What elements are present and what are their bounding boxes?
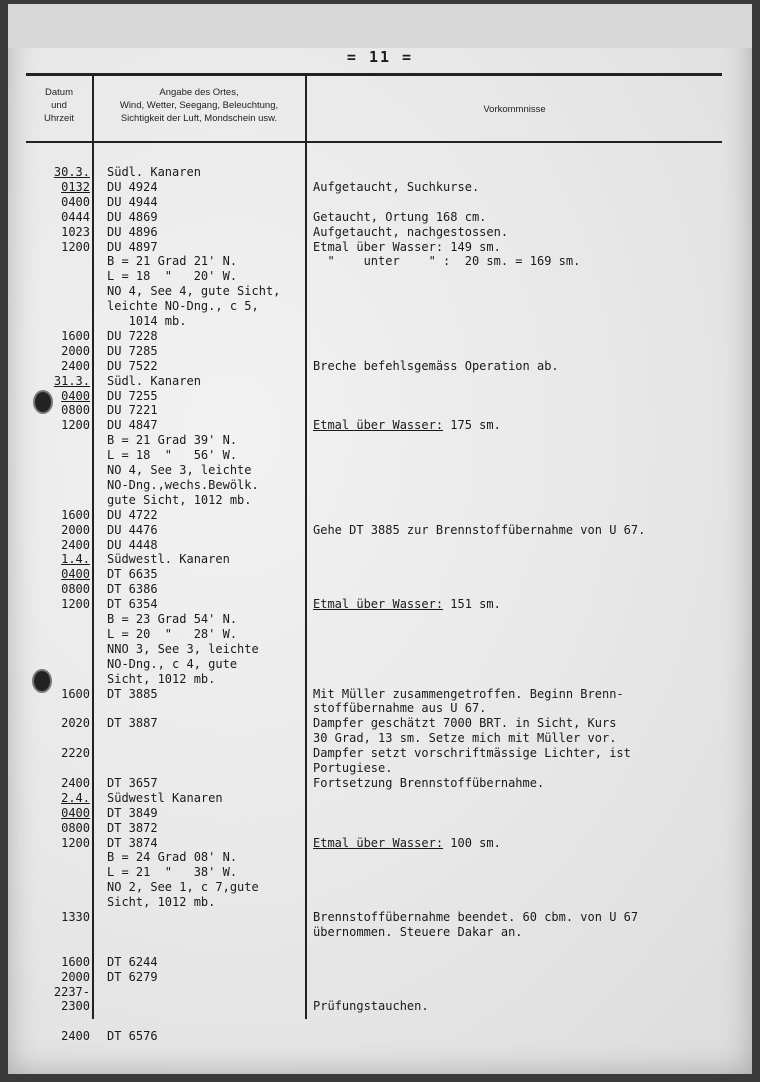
log-row [0, 344, 760, 359]
log-event: Dampfer geschätzt 7000 BRT. in Sicht, Kurs [313, 716, 617, 731]
log-time: 1200 [61, 239, 90, 254]
header-top-rule [26, 73, 722, 76]
log-row [0, 195, 760, 210]
header-datum-line-1: Datum [45, 87, 73, 98]
log-time: 2000 [61, 343, 90, 358]
log-time: 1200 [61, 418, 90, 433]
log-event: Gehe DT 3885 zur Brennstoffübernahme von U 67. [313, 522, 646, 537]
log-row [0, 225, 760, 240]
log-time: 1600 [61, 328, 90, 343]
log-row [0, 940, 760, 955]
log-location: B = 23 Grad 54' N. [107, 612, 238, 626]
etmal-value: 151 sm. [443, 597, 501, 612]
log-location: DU 4722 [107, 507, 158, 522]
log-time: 1330 [61, 910, 90, 924]
log-location: Sicht, 1012 mb. [107, 671, 216, 686]
log-event [313, 418, 501, 433]
log-time: 0400 [61, 805, 90, 820]
log-row [0, 731, 760, 746]
log-row [0, 284, 760, 299]
log-location: DU 4896 [107, 224, 158, 239]
log-event: Prüfungstauchen. [313, 999, 429, 1014]
log-location: 1014 mb. [107, 314, 187, 328]
log-time: 2400 [61, 358, 90, 373]
log-time: 2.4. [61, 790, 90, 805]
log-time: 0400 [61, 567, 90, 582]
etmal-label: Etmal über Wasser: [313, 418, 444, 433]
log-row [0, 433, 760, 448]
log-time: 0132 [61, 179, 90, 194]
log-row [0, 806, 760, 821]
log-row [0, 716, 760, 731]
log-row [0, 865, 760, 880]
header-datum-line-3: Uhrzeit [43, 113, 75, 124]
log-time: 0800 [61, 820, 90, 835]
log-row [0, 180, 760, 195]
log-event: Portugiese. [313, 761, 393, 775]
log-location: DT 6244 [107, 954, 158, 969]
log-event [313, 597, 501, 612]
log-row [0, 821, 760, 836]
log-location: NO 2, See 1, c 7,gute [107, 880, 259, 895]
etmal-label: Etmal über Wasser: [313, 597, 444, 612]
log-row [0, 836, 760, 851]
log-location: DU 4476 [107, 522, 158, 537]
log-location: DU 7285 [107, 343, 158, 358]
log-time: 1600 [61, 507, 90, 522]
log-time: 0444 [61, 209, 90, 224]
log-row [0, 240, 760, 255]
log-row [0, 254, 760, 269]
log-row [0, 463, 760, 478]
log-row [0, 523, 760, 538]
header-bottom-rule [26, 141, 722, 143]
log-row [0, 567, 760, 582]
log-row [0, 299, 760, 314]
log-event: Mit Müller zusammengetroffen. Beginn Brenn- [313, 686, 624, 701]
header-datum [28, 86, 90, 125]
log-event: Dampfer setzt vorschriftmässige Lichter, ist [313, 746, 631, 761]
log-row [0, 418, 760, 433]
log-row [0, 269, 760, 284]
log-location: leichte NO-Dng., c 5, [107, 299, 259, 314]
log-row [0, 508, 760, 523]
log-location: B = 21 Grad 21' N. [107, 254, 238, 269]
log-row [0, 791, 760, 806]
log-time: 2400 [61, 537, 90, 552]
log-time: 31.3. [53, 373, 90, 388]
log-location: DT 3885 [107, 686, 158, 701]
log-row [0, 776, 760, 791]
log-time: 1600 [61, 954, 90, 969]
log-row [0, 880, 760, 895]
log-location: L = 21 " 38' W. [107, 865, 238, 880]
log-location: L = 18 " 20' W. [107, 269, 238, 284]
log-row [0, 538, 760, 553]
log-event: " unter " : 20 sm. = 169 sm. [313, 254, 581, 269]
page-number: = 11 = [346, 48, 414, 66]
log-location: DT 3872 [107, 820, 158, 835]
log-row [0, 970, 760, 985]
log-event: stoffübernahme aus U 67. [313, 701, 487, 716]
log-location: NNO 3, See 3, leichte [107, 641, 259, 656]
log-event: Getaucht, Ortung 168 cm. [313, 209, 487, 224]
log-location: NO 4, See 4, gute Sicht, [107, 284, 281, 299]
log-row [0, 552, 760, 567]
etmal-value: 100 sm. [443, 835, 501, 850]
log-time: 2300 [61, 999, 90, 1014]
log-event: Fortsetzung Brennstoffübernahme. [313, 775, 545, 790]
log-row [0, 389, 760, 404]
log-location: NO-Dng., c 4, gute [107, 656, 238, 671]
log-row [0, 701, 760, 716]
log-time: 1023 [61, 224, 90, 239]
log-row [0, 612, 760, 627]
log-time: 1200 [61, 597, 90, 612]
log-row [0, 642, 760, 657]
log-row [0, 672, 760, 687]
log-location: DT 6279 [107, 969, 158, 984]
log-location: B = 24 Grad 08' N. [107, 850, 238, 865]
log-row [0, 314, 760, 329]
log-location: DU 4897 [107, 239, 158, 254]
log-time: 1200 [61, 835, 90, 850]
log-row [0, 582, 760, 597]
log-location: DU 4924 [107, 179, 158, 194]
log-location: B = 21 Grad 39' N. [107, 433, 238, 448]
log-row [0, 925, 760, 940]
log-time: 1600 [61, 686, 90, 701]
log-location: DT 6354 [107, 597, 158, 612]
log-row [0, 895, 760, 910]
log-event: übernommen. Steuere Dakar an. [313, 924, 523, 939]
log-row [0, 597, 760, 612]
log-time: 0400 [61, 194, 90, 209]
log-location: DU 7255 [107, 388, 158, 403]
log-row [0, 403, 760, 418]
log-location: DT 3887 [107, 716, 158, 731]
log-location: DT 3657 [107, 775, 158, 790]
etmal-value: 175 sm. [443, 418, 501, 433]
log-time: 0800 [61, 582, 90, 597]
log-location: gute Sicht, 1012 mb. [107, 492, 252, 507]
log-location: Sicht, 1012 mb. [107, 895, 216, 910]
log-location: DT 6635 [107, 567, 158, 582]
log-event: 30 Grad, 13 sm. Setze mich mit Müller vor. [313, 731, 617, 746]
log-event: Brennstoffübernahme beendet. 60 cbm. von U 67 [313, 910, 639, 924]
etmal-label: Etmal über Wasser: [313, 835, 444, 850]
log-location: DT 3874 [107, 835, 158, 850]
log-row [0, 627, 760, 642]
log-row [0, 374, 760, 389]
log-location: DU 4448 [107, 537, 158, 552]
log-row [0, 687, 760, 702]
log-row [0, 761, 760, 776]
log-event: Aufgetaucht, nachgestossen. [313, 224, 509, 239]
log-location: NO 4, See 3, leichte [107, 463, 252, 477]
log-location: DU 7522 [107, 358, 158, 373]
log-time: 2400 [61, 1029, 90, 1044]
log-location: Südl. Kanaren [107, 165, 201, 179]
log-event: Breche befehlsgemäss Operation ab. [313, 358, 559, 373]
log-row [0, 985, 760, 1000]
log-location: NO-Dng.,wechs.Bewölk. [107, 477, 259, 492]
log-location: DT 3849 [107, 805, 158, 820]
log-event [313, 836, 501, 851]
header-ort-line-3: Sichtigkeit der Luft, Mondschein usw. [120, 113, 278, 124]
log-time: 0400 [61, 388, 90, 403]
log-time: 2220 [61, 746, 90, 761]
log-location: L = 18 " 56' W. [107, 448, 238, 463]
log-location: L = 20 " 28' W. [107, 626, 238, 641]
log-time: 2400 [61, 775, 90, 790]
header-ort-line-2: Wind, Wetter, Seegang, Beleuchtung, [119, 100, 279, 111]
log-row [0, 955, 760, 970]
log-time: 0800 [61, 403, 90, 418]
log-location: DU 4847 [107, 418, 158, 433]
log-location: DU 4869 [107, 209, 158, 224]
log-location: DT 6386 [107, 582, 158, 597]
log-row [0, 329, 760, 344]
log-row [0, 359, 760, 374]
log-time: 2020 [61, 716, 90, 731]
log-row [0, 165, 760, 180]
log-row [0, 657, 760, 672]
log-event: Aufgetaucht, Suchkurse. [313, 179, 480, 194]
log-time: 2000 [61, 522, 90, 537]
log-row [0, 210, 760, 225]
log-time: 1.4. [61, 552, 90, 567]
log-time: 2000 [61, 969, 90, 984]
header-ort-line-1: Angabe des Ortes, [159, 87, 239, 98]
header-datum-line-2: und [51, 100, 67, 111]
log-row [0, 850, 760, 865]
log-row [0, 448, 760, 463]
top-strip [8, 4, 752, 48]
log-time: 30.3. [53, 165, 90, 179]
log-row [0, 493, 760, 508]
log-row [0, 746, 760, 761]
log-location: Südwestl. Kanaren [107, 552, 230, 567]
log-location: DU 7228 [107, 328, 158, 343]
log-row [0, 1014, 760, 1029]
log-row [0, 1029, 760, 1044]
log-location: DT 6576 [107, 1029, 158, 1044]
log-location: Südl. Kanaren [107, 373, 201, 388]
log-time: 2237- [53, 984, 90, 999]
log-event: Etmal über Wasser: 149 sm. [313, 239, 501, 254]
log-row [0, 478, 760, 493]
log-location: DU 7221 [107, 403, 158, 418]
header-ort [94, 86, 304, 125]
log-location: DU 4944 [107, 194, 158, 209]
log-location: Südwestl Kanaren [107, 790, 223, 805]
header-vorkommnisse: Vorkommnisse [483, 104, 546, 115]
log-row [0, 999, 760, 1014]
log-row [0, 910, 760, 925]
